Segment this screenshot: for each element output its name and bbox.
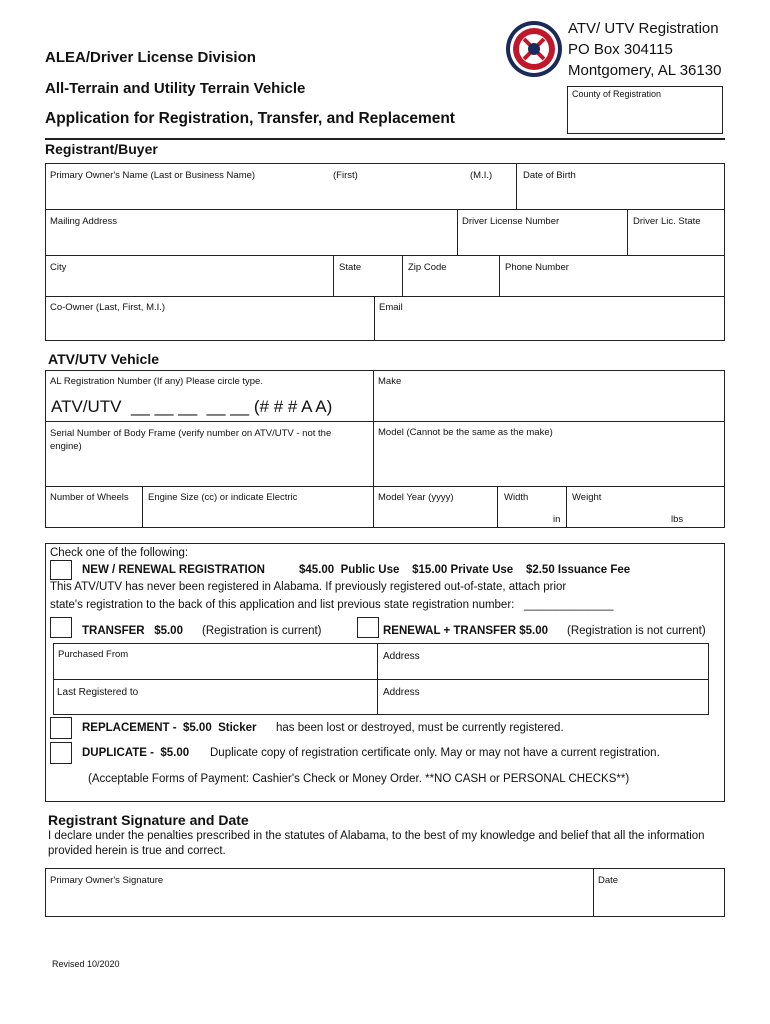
form-subtitle: All-Terrain and Utility Terrain Vehicle (45, 80, 306, 97)
replacement-label: REPLACEMENT - $5.00 Sticker (82, 722, 257, 734)
new-registration-fees: $45.00 Public Use $15.00 Private Use $2.50 Issuance Fee (299, 564, 631, 576)
owner-signature-field[interactable] (45, 868, 594, 917)
duplicate-note: Duplicate copy of registration certificate only. May or may not have a current registration. (210, 747, 660, 759)
weight-field[interactable] (566, 486, 725, 528)
renewal-transfer-checkbox[interactable] (357, 617, 379, 638)
atv-format: ATV/UTV __ __ __ __ __ (# # # A A) (51, 397, 333, 416)
check-one-text: Check one of the following: (50, 547, 189, 559)
signature-date-field[interactable] (593, 868, 725, 917)
new-registration-checkbox[interactable] (50, 560, 72, 580)
registration-number-field[interactable] (45, 370, 374, 422)
coowner-label: Co-Owner (Last, First, M.I.) (50, 302, 166, 313)
last-registered-address-label: Address (383, 687, 420, 698)
division-title: ALEA/Driver License Division (45, 49, 256, 66)
purchased-from-label: Purchased From (58, 649, 129, 660)
serial-number-field[interactable] (45, 421, 374, 487)
weight-unit: lbs (671, 514, 684, 525)
dl-state-label: Driver Lic. State (633, 216, 701, 227)
phone-label: Phone Number (505, 262, 569, 273)
dl-number-label: Driver License Number (462, 216, 560, 227)
revision-date: Revised 10/2020 (52, 959, 120, 969)
duplicate-checkbox[interactable] (50, 742, 72, 764)
owner-signature-label: Primary Owner's Signature (50, 875, 164, 886)
mi-label: (M.I.) (470, 170, 493, 181)
last-registered-address-field[interactable] (377, 679, 709, 715)
model-year-field[interactable] (373, 486, 498, 528)
state-field[interactable] (333, 255, 403, 297)
transfer-checkbox[interactable] (50, 617, 72, 638)
make-label: Make (378, 376, 402, 387)
wheels-field[interactable] (45, 486, 143, 528)
purchased-from-field[interactable] (53, 643, 378, 680)
phone-field[interactable] (499, 255, 725, 297)
zip-label: Zip Code (408, 262, 447, 273)
registrant-heading: Registrant/Buyer (45, 141, 158, 157)
new-registration-label: NEW / RENEWAL REGISTRATION (82, 564, 265, 576)
alea-seal-icon (505, 20, 563, 78)
width-field[interactable] (497, 486, 567, 528)
transfer-note: (Registration is current) (202, 625, 322, 637)
new-registration-note-2: state's registration to the back of this application and list previous state registration number: ______________ (50, 599, 614, 611)
mailing-address-field[interactable] (45, 209, 458, 256)
signature-heading: Registrant Signature and Date (48, 812, 249, 828)
vehicle-heading: ATV/UTV Vehicle (48, 351, 159, 367)
city-field[interactable] (45, 255, 334, 297)
dl-state-field[interactable] (627, 209, 725, 256)
reg-number-label: AL Registration Number (If any) Please circle type. (50, 376, 263, 387)
email-label: Email (379, 302, 403, 313)
form-title: Application for Registration, Transfer, and Replacement (45, 110, 455, 127)
coowner-field[interactable] (45, 296, 375, 341)
state-label: State (339, 262, 362, 273)
transfer-label: TRANSFER $5.00 (82, 625, 183, 637)
year-label: Model Year (yyyy) (378, 492, 454, 503)
address-line-3: Montgomery, AL 36130 (568, 62, 722, 79)
declaration-text: I declare under the penalties prescribed in the statutes of Alabama, to the best of my knowledge and belief that all the information provided herein is true and correct. (48, 830, 705, 857)
width-unit: in (553, 514, 561, 525)
engine-field[interactable] (142, 486, 374, 528)
owner-name-label: Primary Owner's Name (Last or Business Name) (50, 170, 256, 181)
renewal-transfer-label: RENEWAL + TRANSFER $5.00 (383, 625, 548, 637)
new-registration-note-1: This ATV/UTV has never been registered in Alabama. If previously registered out-of-state, attach prior (50, 581, 567, 593)
weight-label: Weight (572, 492, 602, 503)
email-field[interactable] (374, 296, 725, 341)
purchased-address-label: Address (383, 651, 420, 662)
owner-name-field[interactable] (45, 163, 517, 210)
replacement-checkbox[interactable] (50, 717, 72, 739)
serial-label: Serial Number of Body Frame (verify number on ATV/UTV - not the engine) (50, 428, 332, 452)
purchased-from-address-field[interactable] (377, 643, 709, 680)
dob-label: Date of Birth (523, 170, 576, 181)
dob-field[interactable] (516, 163, 725, 210)
replacement-note: has been lost or destroyed, must be currently registered. (276, 722, 564, 734)
city-label: City (50, 262, 67, 273)
mailing-label: Mailing Address (50, 216, 118, 227)
county-label: County of Registration (572, 89, 662, 99)
signature-date-label: Date (598, 875, 619, 886)
duplicate-label: DUPLICATE - $5.00 (82, 747, 190, 759)
width-label: Width (504, 492, 529, 503)
make-field[interactable] (373, 370, 725, 422)
payment-note: (Acceptable Forms of Payment: Cashier's Check or Money Order. **NO CASH or PERSONAL CHECKS**) (88, 773, 630, 785)
address-line-1: ATV/ UTV Registration (568, 20, 719, 37)
county-field[interactable] (567, 86, 723, 134)
model-field[interactable] (373, 421, 725, 487)
first-name-label: (First) (333, 170, 358, 181)
header-divider (45, 138, 725, 140)
mailing-address-block (568, 18, 721, 81)
wheels-label: Number of Wheels (50, 492, 129, 503)
renewal-transfer-note: (Registration is not current) (567, 625, 706, 637)
last-registered-field[interactable] (53, 679, 378, 715)
zip-field[interactable] (402, 255, 500, 297)
engine-label: Engine Size (cc) or indicate Electric (148, 492, 298, 503)
address-line-2: PO Box 304115 (568, 41, 673, 58)
last-registered-label: Last Registered to (57, 687, 139, 698)
model-label: Model (Cannot be the same as the make) (378, 427, 553, 438)
dl-number-field[interactable] (457, 209, 628, 256)
